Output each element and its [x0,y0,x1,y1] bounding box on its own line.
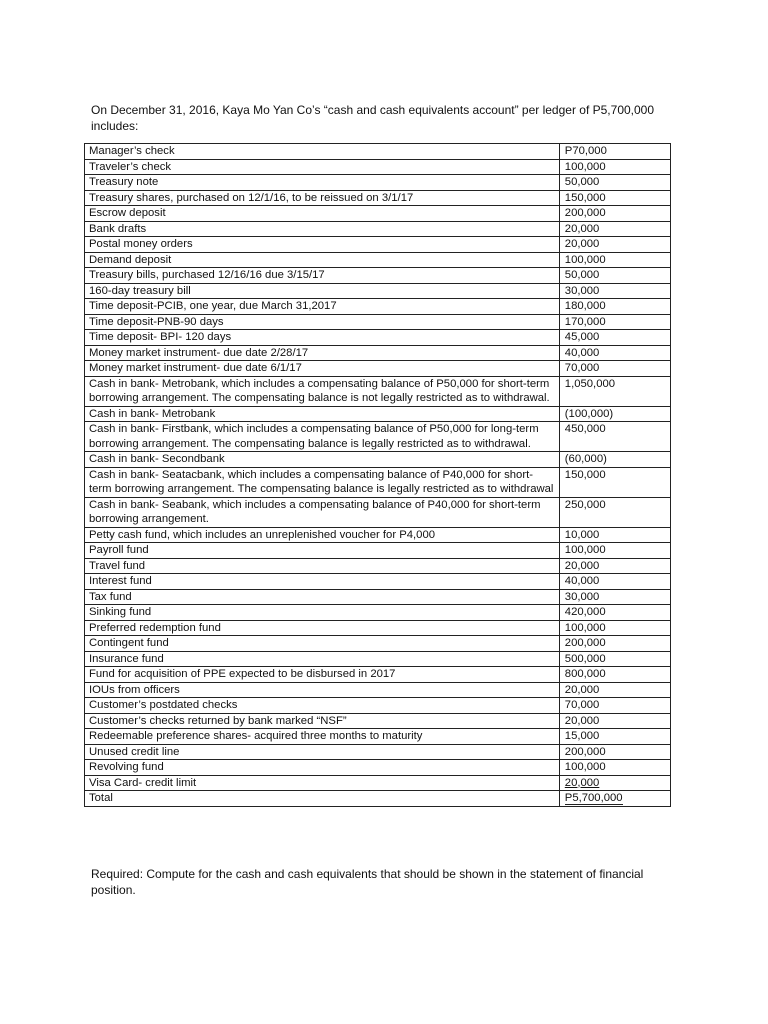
table-row [85,268,671,284]
table-row [85,543,671,559]
item-description: Petty cash fund, which includes an unreplenished voucher for P4,000 [85,527,560,543]
item-description: Money market instrument- due date 6/1/17 [85,361,560,377]
item-amount: 15,000 [559,729,670,745]
item-description: Demand deposit [85,252,560,268]
table-row [85,651,671,667]
table-row [85,558,671,574]
item-amount: 1,050,000 [559,376,670,406]
item-description: Cash in bank- Metrobank [85,406,560,422]
item-amount: 200,000 [559,636,670,652]
item-description: Cash in bank- Seatacbank, which includes a compensating balance of P40,000 for short-term borrowing arrangement. The compensating balance is legally restricted as to withdrawal [85,467,560,497]
item-amount: 420,000 [559,605,670,621]
table-row [85,467,671,497]
item-amount: 20,000 [559,682,670,698]
table-row [85,406,671,422]
ledger-table-body [85,144,671,807]
item-description: Travel fund [85,558,560,574]
table-row [85,175,671,191]
table-row [85,237,671,253]
item-description: Treasury bills, purchased 12/16/16 due 3/15/17 [85,268,560,284]
item-amount: 170,000 [559,314,670,330]
item-description: Preferred redemption fund [85,620,560,636]
item-description: Manager’s check [85,144,560,160]
table-row [85,620,671,636]
item-description: Insurance fund [85,651,560,667]
intro-paragraph: On December 31, 2016, Kaya Mo Yan Co’s “cash and cash equivalents account” per ledger of P5,700,000 includes: [91,103,655,133]
item-description: Money market instrument- due date 2/28/17 [85,345,560,361]
item-amount: 40,000 [559,574,670,590]
item-description: Interest fund [85,574,560,590]
table-row [85,497,671,527]
item-amount: P70,000 [559,144,670,160]
item-amount: 20,000 [559,713,670,729]
table-row [85,206,671,222]
total-label: Total [85,791,560,807]
item-description: IOUs from officers [85,682,560,698]
item-description: Fund for acquisition of PPE expected to be disbursed in 2017 [85,667,560,683]
table-row [85,330,671,346]
item-amount: 500,000 [559,651,670,667]
item-amount: 20,000 [559,237,670,253]
item-amount: 70,000 [559,698,670,714]
table-row [85,775,671,791]
item-description: Payroll fund [85,543,560,559]
item-amount: 40,000 [559,345,670,361]
item-amount: 200,000 [559,744,670,760]
item-amount: 180,000 [559,299,670,315]
item-amount: 70,000 [559,361,670,377]
item-amount: 30,000 [559,589,670,605]
item-description: Traveler’s check [85,159,560,175]
table-row [85,636,671,652]
item-description: Customer’s checks returned by bank marked “NSF” [85,713,560,729]
item-description: Cash in bank- Firstbank, which includes a compensating balance of P50,000 for long-term borrowing arrangement. The compensating balance is legally restricted as to withdrawal. [85,422,560,452]
item-amount: (100,000) [559,406,670,422]
total-amount-cell [559,791,670,807]
item-amount: 45,000 [559,330,670,346]
item-amount: 50,000 [559,268,670,284]
item-description: Treasury note [85,175,560,191]
table-row [85,345,671,361]
item-description: Time deposit- BPI- 120 days [85,330,560,346]
table-row [85,361,671,377]
item-description: Cash in bank- Secondbank [85,452,560,468]
table-row [85,452,671,468]
item-description: Unused credit line [85,744,560,760]
item-amount: 150,000 [559,467,670,497]
total-row [85,791,671,807]
item-description: Time deposit-PNB-90 days [85,314,560,330]
item-amount: 10,000 [559,527,670,543]
item-amount: 20,000 [559,221,670,237]
total-amount: P5,700,000 [565,792,623,807]
table-row [85,589,671,605]
item-description: Escrow deposit [85,206,560,222]
item-description: Bank drafts [85,221,560,237]
table-row [85,283,671,299]
item-amount: 200,000 [559,206,670,222]
table-row [85,744,671,760]
item-amount: 20,000 [559,775,670,791]
table-row [85,698,671,714]
item-amount: 450,000 [559,422,670,452]
item-amount: 100,000 [559,252,670,268]
table-row [85,221,671,237]
table-row [85,422,671,452]
table-row [85,527,671,543]
table-row [85,713,671,729]
item-description: Tax fund [85,589,560,605]
table-row [85,574,671,590]
table-row [85,252,671,268]
table-row [85,144,671,160]
table-row [85,159,671,175]
item-description: 160-day treasury bill [85,283,560,299]
item-amount: 30,000 [559,283,670,299]
table-row [85,682,671,698]
item-description: Redeemable preference shares- acquired three months to maturity [85,729,560,745]
item-amount: 250,000 [559,497,670,527]
table-row [85,314,671,330]
item-amount: (60,000) [559,452,670,468]
item-amount: 50,000 [559,175,670,191]
item-amount: 100,000 [559,760,670,776]
item-amount: 20,000 [559,558,670,574]
item-description: Contingent fund [85,636,560,652]
item-description: Sinking fund [85,605,560,621]
item-amount: 150,000 [559,190,670,206]
table-row [85,729,671,745]
table-row [85,667,671,683]
item-amount: 100,000 [559,543,670,559]
item-description: Cash in bank- Seabank, which includes a compensating balance of P40,000 for short-term borrowing arrangement. [85,497,560,527]
required-paragraph: Required: Compute for the cash and cash equivalents that should be shown in the statement of financial position. [91,867,644,897]
table-row [85,605,671,621]
ledger-table [84,143,671,807]
item-description: Treasury shares, purchased on 12/1/16, to be reissued on 3/1/17 [85,190,560,206]
item-description: Time deposit-PCIB, one year, due March 31,2017 [85,299,560,315]
table-row [85,376,671,406]
table-row [85,760,671,776]
item-amount: 800,000 [559,667,670,683]
item-description: Postal money orders [85,237,560,253]
item-description: Visa Card- credit limit [85,775,560,791]
item-description: Revolving fund [85,760,560,776]
table-row [85,190,671,206]
table-row [85,299,671,315]
item-amount: 100,000 [559,159,670,175]
item-description: Cash in bank- Metrobank, which includes a compensating balance of P50,000 for short-term borrowing arrangement. The compensating balance is not legally restricted as to withdrawal. [85,376,560,406]
item-description: Customer’s postdated checks [85,698,560,714]
item-amount: 100,000 [559,620,670,636]
